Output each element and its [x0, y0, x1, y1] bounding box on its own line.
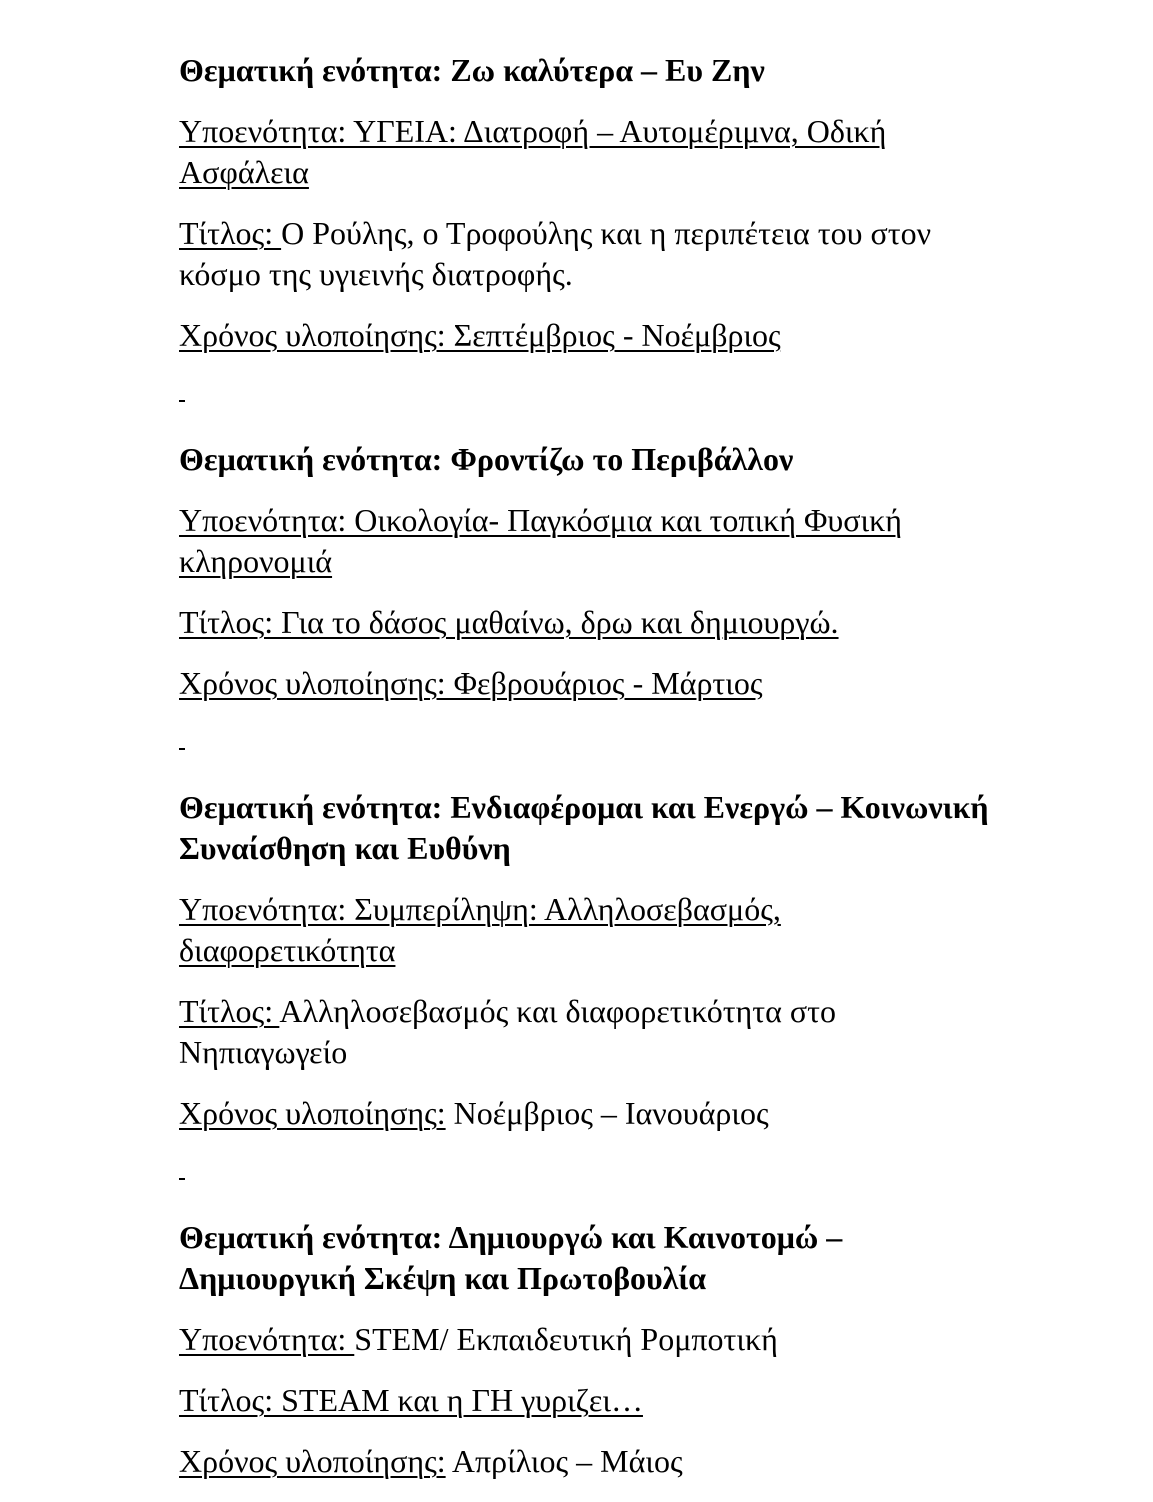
empty-underline-mark: [179, 748, 185, 750]
implementation-time-value: Νοέμβριος – Ιανουάριος: [445, 1095, 769, 1131]
title-label: Τίτλος:: [179, 993, 280, 1029]
title-label: Τίτλος: STEAM και η ΓΗ γυριζει…: [179, 1382, 643, 1418]
subunit-line: [179, 500, 999, 582]
section-title: Θεματική ενότητα: Ζω καλύτερα – Ευ Ζην: [179, 52, 765, 88]
empty-paragraph: [179, 724, 999, 765]
title-label: Τίτλος:: [179, 215, 282, 251]
empty-paragraph: [179, 1154, 999, 1195]
subunit-line: [179, 1319, 999, 1360]
section-3: [179, 787, 999, 1195]
title-line: [179, 1380, 999, 1421]
subunit-label: Υποενότητα:: [179, 1321, 355, 1357]
implementation-time-line: [179, 1093, 999, 1134]
subunit-value: STEM/ Εκπαιδευτική Ρομποτική: [354, 1321, 778, 1357]
subunit-line: [179, 111, 999, 193]
implementation-time-label: Χρόνος υλοποίησης:: [179, 1443, 446, 1479]
subunit-line: [179, 889, 999, 971]
implementation-time-line: [179, 315, 999, 356]
section-title: Θεματική ενότητα: Δημιουργώ και Καινοτομώ – Δημιουργική Σκέψη και Πρωτοβουλία: [179, 1219, 843, 1296]
implementation-time-value: Απρίλιος – Μάιος: [445, 1443, 683, 1479]
subunit-label: Υποενότητα: ΥΓΕΙΑ: Διατροφή – Αυτομέριμνα, Οδική Ασφάλεια: [179, 113, 887, 190]
title-value: Αλληλοσεβασμός και διαφορετικότητα στο Νηπιαγωγείο: [179, 993, 837, 1070]
section-1: [179, 50, 999, 417]
implementation-time-line: [179, 1441, 999, 1482]
title-line: [179, 213, 999, 295]
section-title: Θεματική ενότητα: Ενδιαφέρομαι και Ενεργώ – Κοινωνική Συναίσθηση και Ευθύνη: [179, 789, 989, 866]
section-title: Θεματική ενότητα: Φροντίζω το Περιβάλλον: [179, 441, 794, 477]
section-2: [179, 439, 999, 765]
empty-underline-mark: [179, 1178, 185, 1180]
section-4: [179, 1217, 999, 1482]
implementation-time-line: [179, 663, 999, 704]
title-line: [179, 602, 999, 643]
subunit-label: Υποενότητα: Οικολογία- Παγκόσμια και τοπική Φυσική κληρονομιά: [179, 502, 902, 579]
document-page: [179, 50, 999, 1502]
subunit-label: Υποενότητα: Συμπερίληψη: Αλληλοσεβασμός, διαφορετικότητα: [179, 891, 781, 968]
empty-paragraph: [179, 376, 999, 417]
empty-underline-mark: [179, 400, 185, 402]
implementation-time-label: Χρόνος υλοποίησης: Σεπτέμβριος - Νοέμβριος: [179, 317, 781, 353]
implementation-time-label: Χρόνος υλοποίησης:: [179, 1095, 446, 1131]
implementation-time-label: Χρόνος υλοποίησης: Φεβρουάριος - Μάρτιος: [179, 665, 763, 701]
title-line: [179, 991, 999, 1073]
title-label: Τίτλος: Για το δάσος μαθαίνω, δρω και δημιουργώ.: [179, 604, 839, 640]
title-value: Ο Ρούλης, ο Τροφούλης και η περιπέτεια του στον κόσμο της υγιεινής διατροφής.: [179, 215, 932, 292]
